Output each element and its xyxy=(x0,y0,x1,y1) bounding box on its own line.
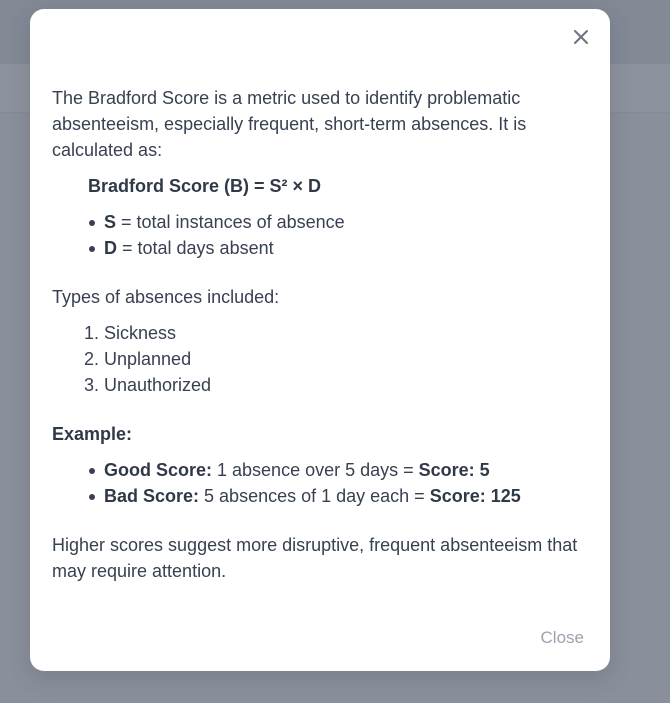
variable-description: = total instances of absence xyxy=(116,212,345,232)
modal-content xyxy=(52,85,592,584)
variable-symbol: S xyxy=(104,212,117,232)
variable-description: = total days absent xyxy=(117,238,274,258)
closing-text: Higher scores suggest more disruptive, frequent absenteeism that may require attention. xyxy=(52,535,578,581)
absence-type-label: Unauthorized xyxy=(104,375,212,395)
example-label: Bad Score: xyxy=(104,486,200,506)
example-item xyxy=(104,457,592,483)
example-score: Score: 5 xyxy=(418,460,490,480)
list-number: 1. xyxy=(84,323,100,343)
example-list xyxy=(52,457,592,509)
absence-type-item xyxy=(84,320,592,346)
absence-type-label: Sickness xyxy=(104,323,177,343)
bradford-score-modal xyxy=(30,9,610,671)
absence-type-label: Unplanned xyxy=(104,349,192,369)
example-text: 5 absences of 1 day each = xyxy=(199,486,430,506)
example-heading: Example: xyxy=(52,424,133,444)
list-number: 3. xyxy=(84,375,100,395)
absence-type-item xyxy=(84,346,592,372)
close-icon[interactable] xyxy=(570,26,592,48)
variable-item xyxy=(104,235,592,261)
close-button[interactable]: Close xyxy=(540,628,584,647)
example-score: Score: 125 xyxy=(429,486,521,506)
variable-list xyxy=(52,209,592,261)
absence-types-list xyxy=(52,320,592,398)
example-text: 1 absence over 5 days = xyxy=(212,460,419,480)
variable-symbol: D xyxy=(104,238,117,258)
variable-item xyxy=(104,209,592,235)
list-number: 2. xyxy=(84,349,100,369)
intro-text: The Bradford Score is a metric used to identify problematic absenteeism, especially frequent, short-term absences. It is calculated as: xyxy=(52,88,527,160)
example-item xyxy=(104,483,592,509)
absence-type-item xyxy=(84,372,592,398)
example-label: Good Score: xyxy=(104,460,213,480)
types-intro: Types of absences included: xyxy=(52,287,280,307)
formula: Bradford Score (B) = S² × D xyxy=(88,176,322,196)
